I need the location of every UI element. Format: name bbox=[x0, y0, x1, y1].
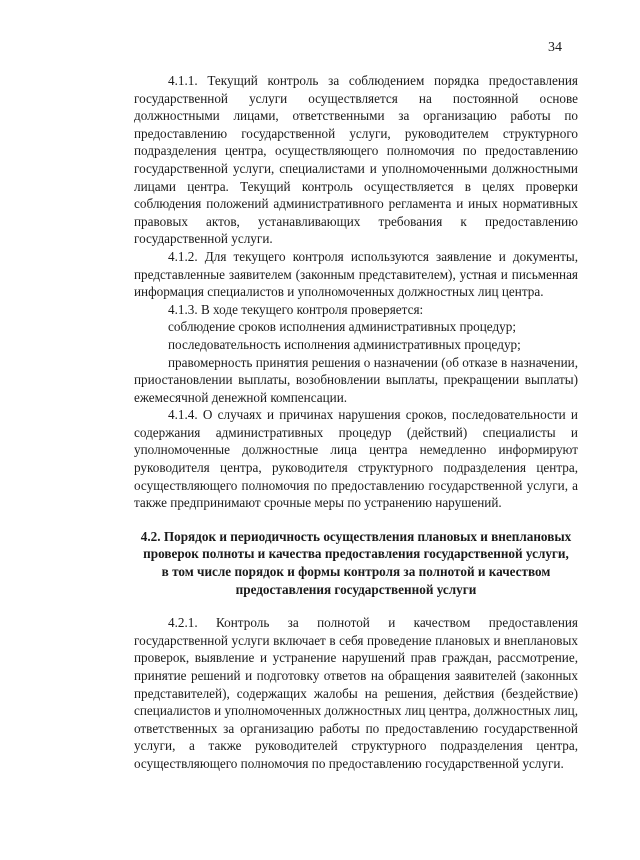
list-item-legitimacy: правомерность принятия решения о назначении (об отказе в назначении, приостановлении выплаты, возобновлении выплаты, прекращении выплаты) ежемесячной денежной компенсации. bbox=[134, 354, 578, 405]
paragraph-4-1-4: 4.1.4. О случаях и причинах нарушения сроков, последовательности и содержания административных процедур (действий) специалисты и уполномоченные должностные лица центра немедленно информируют руководителя центра, руководителя структурного подразделения центра, осуществляющего полномочия по предоставлению государственной услуги, а также предпринимают срочные меры по устранению нарушений. bbox=[134, 407, 578, 511]
paragraph-4-1-3: 4.1.3. В ходе текущего контроля проверяется: bbox=[168, 301, 424, 317]
page-number: 34 bbox=[548, 40, 562, 55]
paragraph-4-2-1: 4.2.1. Контроль за полнотой и качеством предоставления государственной услуги включает в себя проведение плановых и внеплановых проверок, выявление и устранение нарушений прав граждан, рассмотрение, принятие решений и подготовку ответов на обращения заявителей (законных представителей), содержащих жалобы на решения, действия (бездействие) специалистов и уполномоченных должностных лиц центра, должностных лиц, ответственных за организацию работы по предоставлению государственной услуги, а также руководителей структурного подразделения центра, осуществляющего полномочия по предоставлению государственной услуги. bbox=[134, 615, 578, 771]
paragraph-4-1-1: 4.1.1. Текущий контроль за соблюдением порядка предоставления государственной услуги осуществляется на постоянной основе должностными лицами, ответственными за организацию работы по предоставлению государственной услуги, руководителем структурного подразделения центра, осуществляющего полномочия по предоставлению государственной услуги, специалистами и уполномоченными должностными лицами центра. Текущий контроль осуществляется в целях проверки соблюдения положений административного регламента и иных нормативных правовых актов, устанавливающих требования к предоставлению государственной услуги. bbox=[134, 73, 578, 247]
list-item-deadlines: соблюдение сроков исполнения административных процедур; bbox=[168, 319, 517, 335]
list-item-sequence: последовательность исполнения административных процедур; bbox=[168, 336, 521, 352]
section-heading-4-2: 4.2. Порядок и периодичность осуществления плановых и внеплановых проверок полноты и качества предоставления государственной услуги, в том числе порядок и формы контроля за полнотой и качеством предоставления государственной услуги bbox=[140, 528, 572, 597]
paragraph-4-1-2: 4.1.2. Для текущего контроля используются заявление и документы, представленные заявителем (законным представителем), устная и письменная информация специалистов и уполномоченных должностных лиц центра. bbox=[134, 248, 578, 300]
document-body bbox=[134, 72, 578, 773]
